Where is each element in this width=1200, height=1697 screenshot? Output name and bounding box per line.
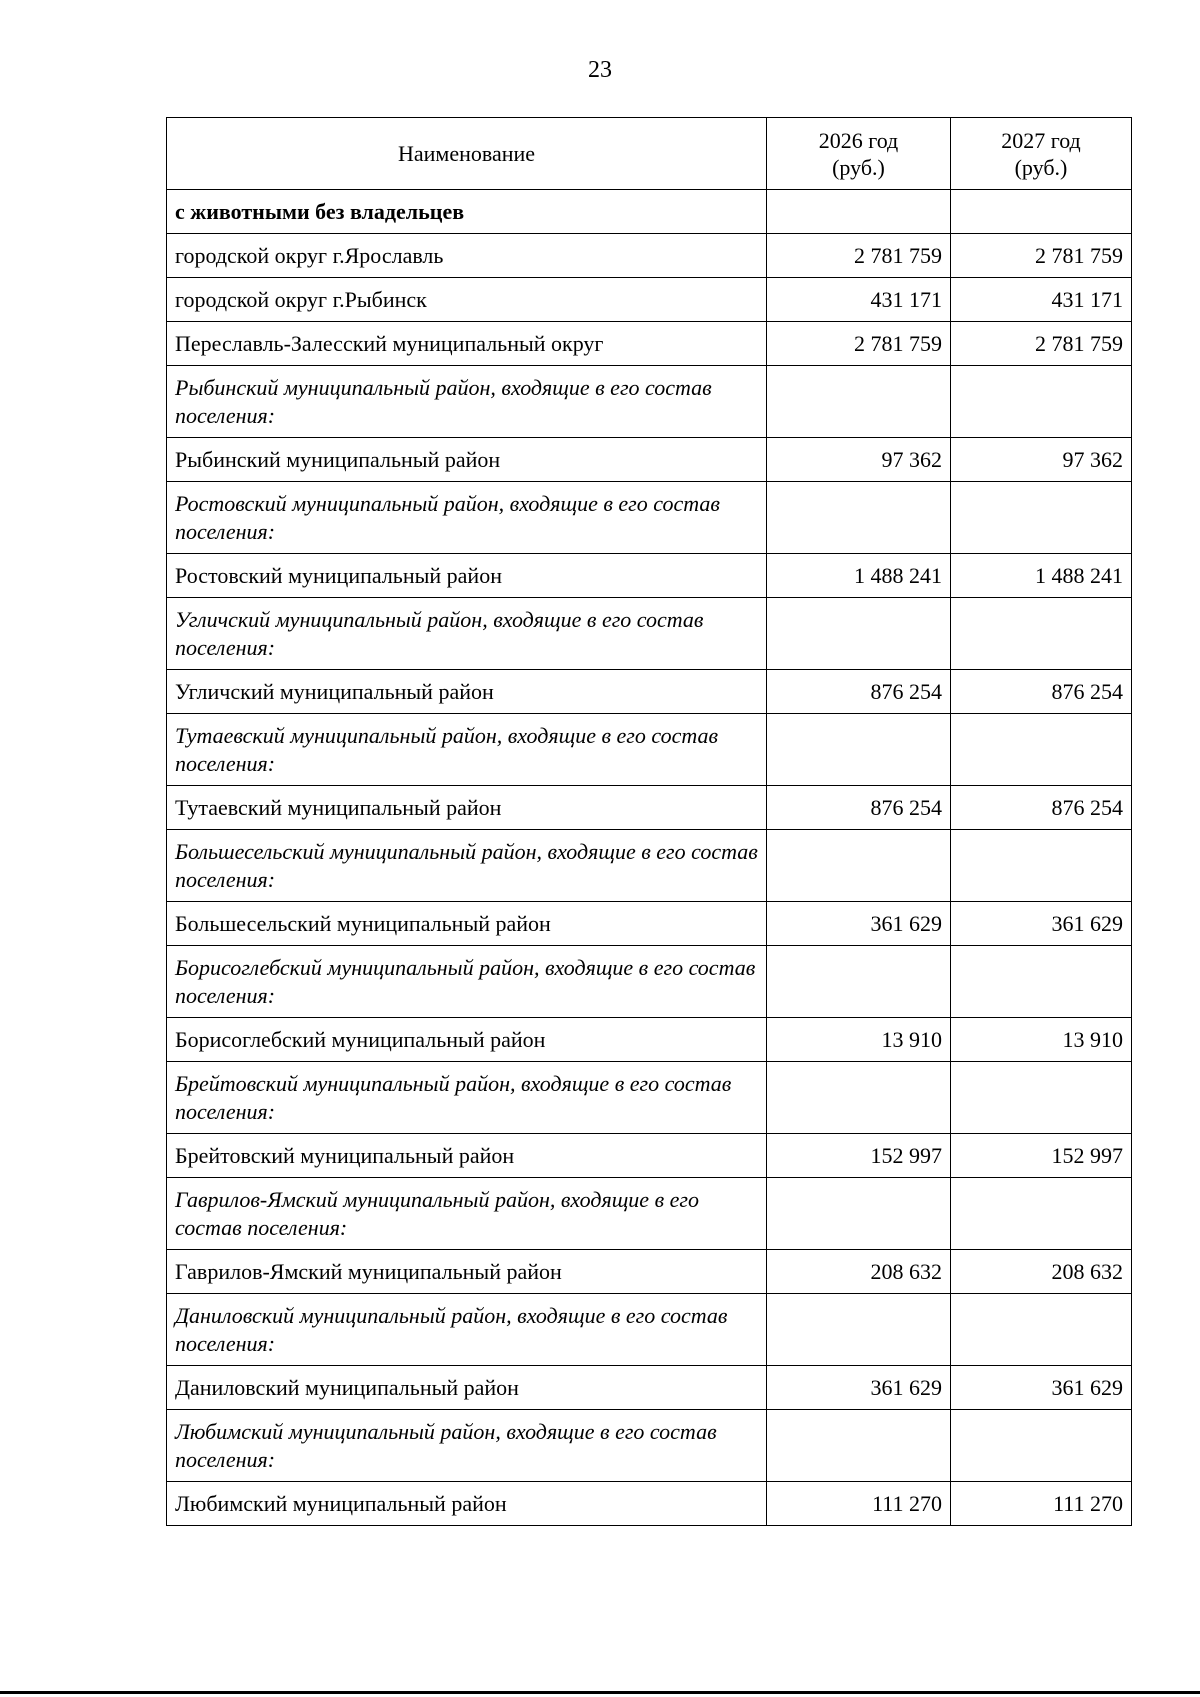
table-row: [167, 234, 1132, 278]
row-name: Любимский муниципальный район: [167, 1482, 767, 1526]
row-value-2027: 97 362: [951, 438, 1132, 482]
row-value-2026: 13 910: [767, 1018, 951, 1062]
row-value-2027: 111 270: [951, 1482, 1132, 1526]
row-value-2026: [767, 1062, 951, 1134]
table-row: [167, 322, 1132, 366]
table-header-row: [167, 118, 1132, 190]
row-value-2027: 13 910: [951, 1018, 1132, 1062]
table-row: [167, 482, 1132, 554]
row-value-2026: [767, 366, 951, 438]
row-name: Угличский муниципальный район: [167, 670, 767, 714]
table-row: [167, 598, 1132, 670]
table-row: [167, 1018, 1132, 1062]
row-group-heading: Брейтовский муниципальный район, входящие в его состав поселения:: [167, 1062, 767, 1134]
row-name: городской округ г.Ярославль: [167, 234, 767, 278]
row-value-2026: [767, 1410, 951, 1482]
row-value-2026: [767, 190, 951, 234]
table-row: [167, 714, 1132, 786]
row-value-2027: 361 629: [951, 1366, 1132, 1410]
table-row: [167, 554, 1132, 598]
row-name: городской округ г.Рыбинск: [167, 278, 767, 322]
row-group-heading: Даниловский муниципальный район, входящие в его состав поселения:: [167, 1294, 767, 1366]
row-value-2027: 208 632: [951, 1250, 1132, 1294]
row-value-2026: 876 254: [767, 786, 951, 830]
row-name: Брейтовский муниципальный район: [167, 1134, 767, 1178]
row-value-2027: [951, 1062, 1132, 1134]
row-value-2027: [951, 482, 1132, 554]
table-row: [167, 366, 1132, 438]
table-row: [167, 190, 1132, 234]
row-value-2027: [951, 598, 1132, 670]
table-row: [167, 1482, 1132, 1526]
row-name: Переславль-Залесский муниципальный округ: [167, 322, 767, 366]
row-name: Гаврилов-Ямский муниципальный район: [167, 1250, 767, 1294]
table-row: [167, 1178, 1132, 1250]
row-value-2027: 2 781 759: [951, 322, 1132, 366]
table-row: [167, 902, 1132, 946]
row-value-2026: [767, 830, 951, 902]
budget-table: [166, 117, 1132, 1526]
row-name: Борисоглебский муниципальный район: [167, 1018, 767, 1062]
row-group-heading: Угличский муниципальный район, входящие в его состав поселения:: [167, 598, 767, 670]
row-value-2026: 2 781 759: [767, 234, 951, 278]
header-2027-unit: (руб.): [1014, 154, 1068, 180]
table-row: [167, 1062, 1132, 1134]
row-name: Большесельский муниципальный район: [167, 902, 767, 946]
row-name: Ростовский муниципальный район: [167, 554, 767, 598]
row-value-2026: 431 171: [767, 278, 951, 322]
header-2026-year: 2026 год: [818, 127, 899, 153]
row-value-2027: 431 171: [951, 278, 1132, 322]
row-value-2026: 208 632: [767, 1250, 951, 1294]
row-value-2027: [951, 1178, 1132, 1250]
row-value-2027: [951, 190, 1132, 234]
table-row: [167, 946, 1132, 1018]
header-2026-unit: (руб.): [832, 154, 885, 180]
row-value-2027: 876 254: [951, 786, 1132, 830]
row-value-2026: 152 997: [767, 1134, 951, 1178]
row-value-2027: [951, 714, 1132, 786]
row-value-2027: [951, 1410, 1132, 1482]
row-group-heading: Тутаевский муниципальный район, входящие в его состав поселения:: [167, 714, 767, 786]
row-group-heading: Большесельский муниципальный район, входящие в его состав поселения:: [167, 830, 767, 902]
row-name: Рыбинский муниципальный район: [167, 438, 767, 482]
header-2026: [767, 118, 951, 190]
row-value-2026: 111 270: [767, 1482, 951, 1526]
row-value-2027: 361 629: [951, 902, 1132, 946]
page-number: 23: [588, 57, 612, 83]
row-value-2026: 876 254: [767, 670, 951, 714]
row-value-2027: 876 254: [951, 670, 1132, 714]
row-name: с животными без владельцев: [167, 190, 767, 234]
row-value-2027: [951, 1294, 1132, 1366]
row-value-2026: 361 629: [767, 1366, 951, 1410]
table-row: [167, 1410, 1132, 1482]
row-group-heading: Рыбинский муниципальный район, входящие в его состав поселения:: [167, 366, 767, 438]
row-value-2026: 97 362: [767, 438, 951, 482]
table-row: [167, 278, 1132, 322]
header-2027-year: 2027 год: [1001, 127, 1081, 153]
bottom-rule: [0, 1691, 1200, 1694]
table-row: [167, 1366, 1132, 1410]
header-2027: [951, 118, 1132, 190]
row-group-heading: Ростовский муниципальный район, входящие в его состав поселения:: [167, 482, 767, 554]
row-group-heading: Борисоглебский муниципальный район, входящие в его состав поселения:: [167, 946, 767, 1018]
row-name: Даниловский муниципальный район: [167, 1366, 767, 1410]
row-value-2027: 152 997: [951, 1134, 1132, 1178]
row-value-2026: 2 781 759: [767, 322, 951, 366]
row-value-2026: [767, 1178, 951, 1250]
table-row: [167, 1134, 1132, 1178]
header-name: Наименование: [167, 118, 767, 190]
row-value-2027: 2 781 759: [951, 234, 1132, 278]
table-row: [167, 786, 1132, 830]
row-value-2026: 1 488 241: [767, 554, 951, 598]
row-value-2027: [951, 366, 1132, 438]
table-row: [167, 830, 1132, 902]
row-value-2026: [767, 946, 951, 1018]
row-value-2026: [767, 482, 951, 554]
table-row: [167, 1250, 1132, 1294]
row-value-2027: [951, 830, 1132, 902]
table-row: [167, 1294, 1132, 1366]
row-value-2027: [951, 946, 1132, 1018]
table-row: [167, 438, 1132, 482]
row-name: Тутаевский муниципальный район: [167, 786, 767, 830]
row-group-heading: Гаврилов-Ямский муниципальный район, входящие в его состав поселения:: [167, 1178, 767, 1250]
row-value-2026: 361 629: [767, 902, 951, 946]
row-value-2026: [767, 714, 951, 786]
row-value-2026: [767, 1294, 951, 1366]
row-value-2026: [767, 598, 951, 670]
row-group-heading: Любимский муниципальный район, входящие в его состав поселения:: [167, 1410, 767, 1482]
table-row: [167, 670, 1132, 714]
row-value-2027: 1 488 241: [951, 554, 1132, 598]
